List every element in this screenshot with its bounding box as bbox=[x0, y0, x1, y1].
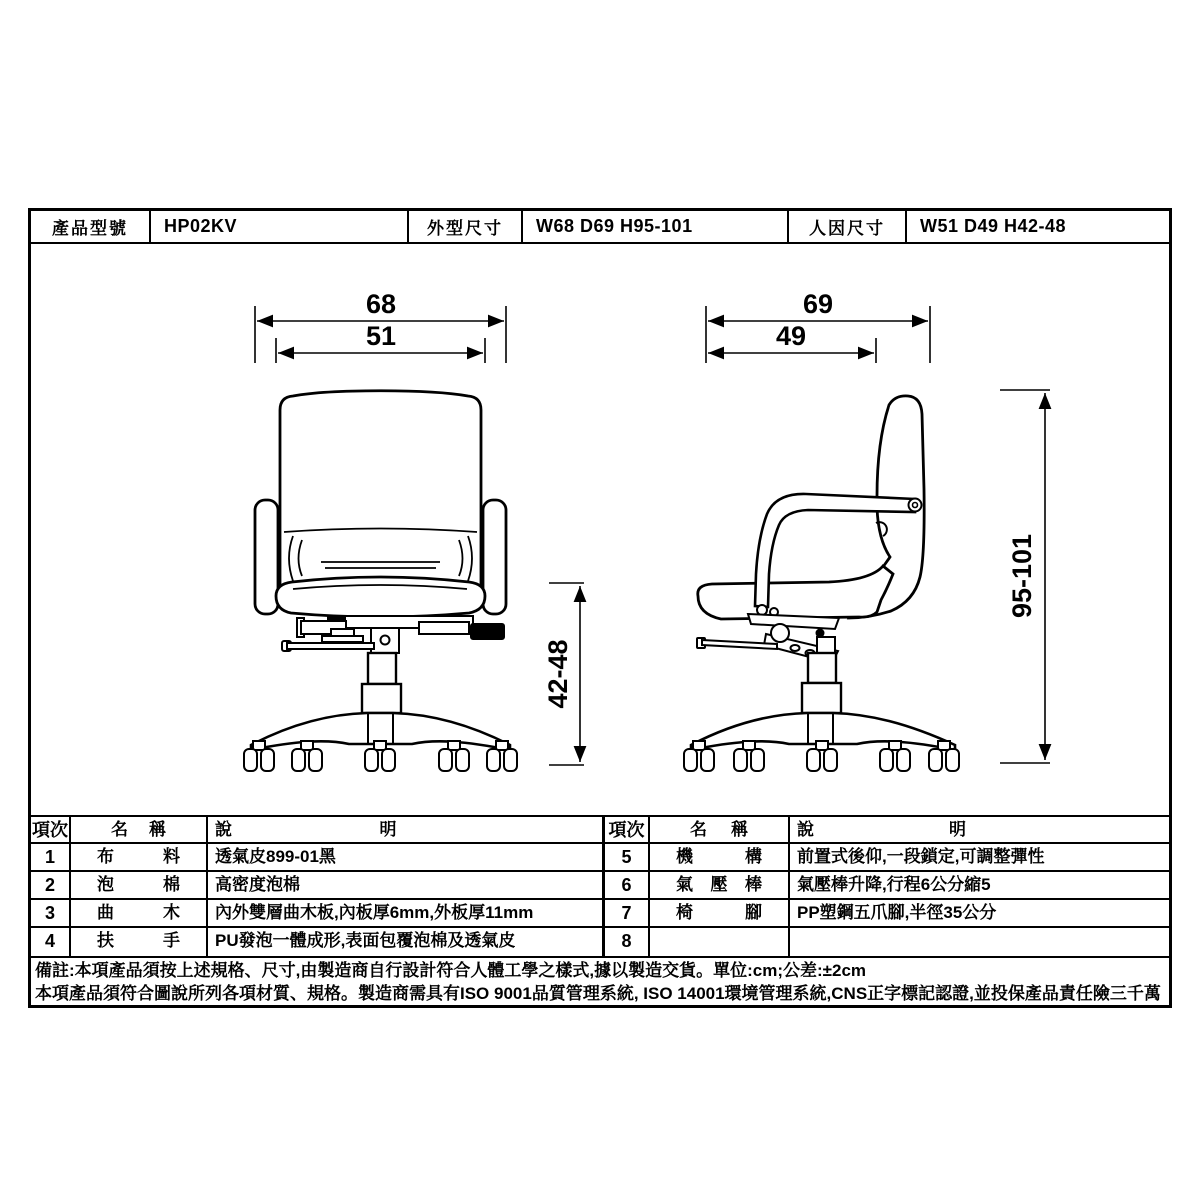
parts-header-row bbox=[31, 817, 602, 844]
table-row bbox=[31, 900, 602, 928]
row-name: 布料 bbox=[71, 844, 208, 870]
chair-drawing-svg bbox=[31, 244, 1169, 815]
dim-side-depth-inner: 49 bbox=[775, 321, 807, 351]
front-seat bbox=[276, 577, 485, 617]
table-row bbox=[31, 872, 602, 900]
row-index: 1 bbox=[31, 844, 71, 870]
dim-front-seat-height: 42-48 bbox=[543, 639, 573, 709]
model-label-cell bbox=[31, 211, 151, 242]
row-name bbox=[650, 928, 790, 956]
model-value: HP02KV bbox=[164, 216, 238, 236]
row-desc: PP塑鋼五爪腳,半徑35公分 bbox=[797, 903, 997, 922]
outer-size-value-cell bbox=[523, 211, 789, 242]
col-header-index: 項次 bbox=[31, 817, 71, 842]
col-header-name: 名稱 bbox=[650, 817, 790, 842]
spec-sheet bbox=[28, 208, 1172, 1008]
side-seat bbox=[698, 566, 893, 619]
row-desc: 氣壓棒升降,行程6公分縮5 bbox=[797, 875, 991, 894]
row-index: 6 bbox=[605, 872, 650, 898]
outer-size-value: W68 D69 H95-101 bbox=[536, 216, 693, 236]
human-size-value: W51 D49 H42-48 bbox=[920, 216, 1067, 236]
side-casters bbox=[684, 741, 959, 771]
technical-drawing-area bbox=[31, 244, 1169, 815]
row-index: 8 bbox=[605, 928, 650, 956]
side-view-drawing bbox=[684, 289, 1050, 771]
header-row bbox=[31, 211, 1169, 244]
row-name: 椅腳 bbox=[650, 900, 790, 926]
parts-table-right bbox=[602, 817, 1169, 956]
row-index: 3 bbox=[31, 900, 71, 926]
row-index: 7 bbox=[605, 900, 650, 926]
note-line-1: 備註:本項產品須按上述規格、尺寸,由製造商自行設計符合人體工學之樣式,據以製造交貨。單位:cm;公差:±2cm bbox=[35, 961, 867, 980]
row-desc: 高密度泡棉 bbox=[215, 875, 300, 894]
table-row bbox=[605, 900, 1169, 928]
row-name: 機構 bbox=[650, 844, 790, 870]
notes-section bbox=[31, 956, 1169, 1005]
row-desc: 內外雙層曲木板,內板厚6mm,外板厚11mm bbox=[215, 903, 534, 922]
row-name: 曲木 bbox=[71, 900, 208, 926]
parts-table-left bbox=[31, 817, 602, 956]
row-index: 2 bbox=[31, 872, 71, 898]
front-view-drawing bbox=[244, 289, 584, 771]
row-index: 4 bbox=[31, 928, 71, 956]
row-desc bbox=[790, 928, 1169, 956]
row-name: 扶手 bbox=[71, 928, 208, 956]
outer-size-label-cell bbox=[409, 211, 523, 242]
row-name: 氣壓棒 bbox=[650, 872, 790, 898]
parts-header-row bbox=[605, 817, 1169, 844]
parts-table bbox=[31, 815, 1169, 956]
table-row bbox=[605, 872, 1169, 900]
front-armrest-left bbox=[255, 500, 278, 614]
row-desc: 前置式後仰,一段鎖定,可調整彈性 bbox=[797, 847, 1045, 866]
dim-front-width-outer: 68 bbox=[365, 289, 397, 319]
row-desc: PU發泡一體成形,表面包覆泡棉及透氣皮 bbox=[215, 931, 516, 950]
human-size-value-cell bbox=[907, 211, 1169, 242]
side-gas-lift bbox=[808, 653, 836, 683]
dim-front-width-inner: 51 bbox=[365, 321, 397, 351]
row-desc: 透氣皮899-01黑 bbox=[215, 847, 336, 866]
front-armrest-right bbox=[483, 500, 506, 614]
col-header-desc: 說明 bbox=[215, 820, 397, 839]
dim-side-depth-outer: 69 bbox=[802, 289, 834, 319]
note-line-2: 本項產品須符合圖說所列各項材質、規格。製造商需具有ISO 9001品質管理系統, ISO 14001環境管理系統,CNS正字標記認證,並投保產品責任險三千萬 bbox=[35, 984, 1161, 1003]
human-size-label-cell bbox=[789, 211, 907, 242]
table-row bbox=[31, 844, 602, 872]
col-header-desc: 說明 bbox=[797, 820, 966, 839]
front-backrest bbox=[280, 391, 481, 594]
table-row bbox=[605, 928, 1169, 956]
front-mechanism bbox=[282, 616, 504, 653]
dim-side-total-height: 95-101 bbox=[1007, 533, 1037, 619]
outer-size-label: 外型尺寸 bbox=[427, 219, 503, 238]
human-size-label: 人因尺寸 bbox=[809, 219, 885, 238]
table-row bbox=[605, 844, 1169, 872]
model-value-cell bbox=[151, 211, 409, 242]
col-header-name: 名稱 bbox=[71, 817, 208, 842]
col-header-index: 項次 bbox=[605, 817, 650, 842]
table-row bbox=[31, 928, 602, 956]
row-name: 泡棉 bbox=[71, 872, 208, 898]
row-index: 5 bbox=[605, 844, 650, 870]
model-label: 產品型號 bbox=[52, 219, 128, 238]
front-gas-lift bbox=[368, 653, 396, 684]
